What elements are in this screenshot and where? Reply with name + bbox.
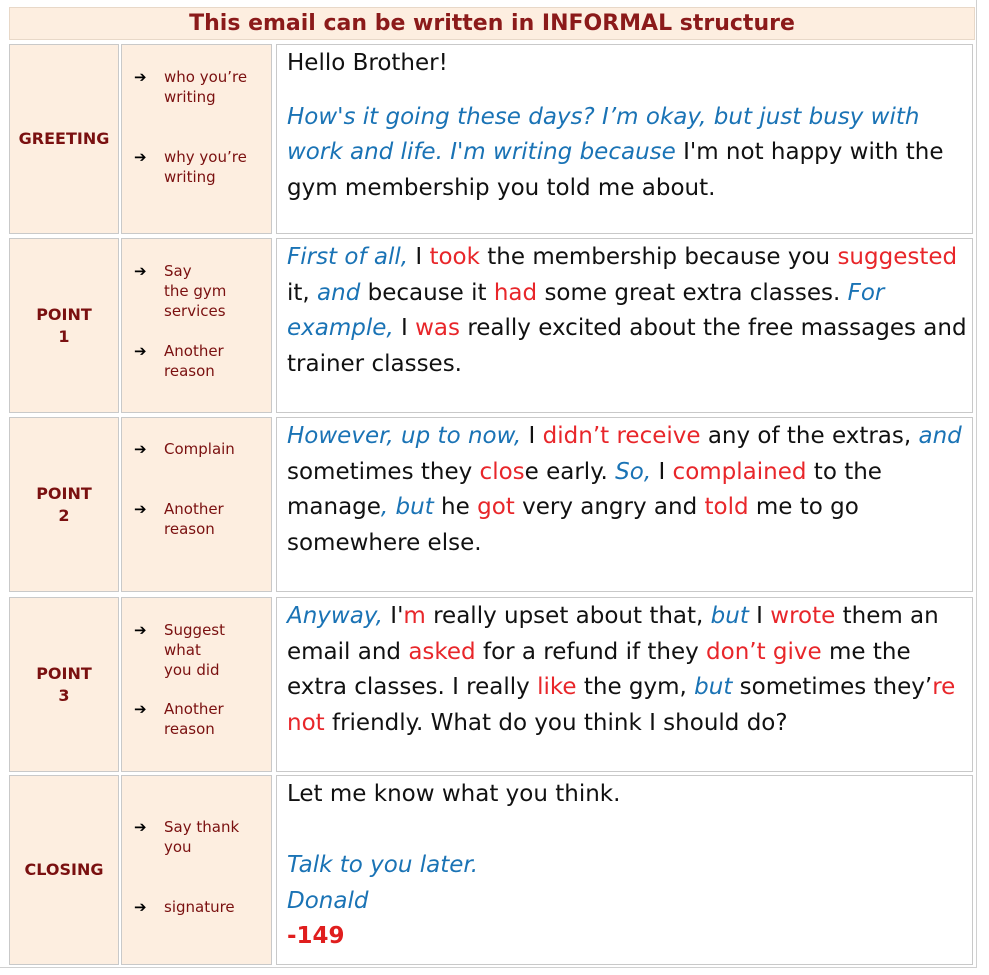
- guide-bullet: ➔ Another reason: [134, 700, 224, 738]
- arrow-right-icon: ➔: [134, 500, 147, 518]
- section-label-point-3: POINT 3: [9, 597, 119, 772]
- guide-cell-greeting: [121, 44, 272, 234]
- greeting-line: Hello Brother!: [287, 50, 448, 76]
- page-title: This email can be written in INFORMAL structure: [9, 7, 975, 40]
- guide-bullet: ➔ signature: [134, 898, 235, 916]
- page-number: -149: [287, 923, 345, 949]
- guide-cell-point-1: [121, 238, 272, 413]
- email-paragraph-greeting: [276, 44, 973, 234]
- arrow-right-icon: ➔: [134, 818, 147, 836]
- section-label-greeting: GREETING: [9, 44, 119, 234]
- frame-border-right: [976, 0, 977, 968]
- arrow-right-icon: ➔: [134, 262, 147, 280]
- arrow-right-icon: ➔: [134, 68, 147, 86]
- arrow-right-icon: ➔: [134, 342, 147, 360]
- arrow-right-icon: ➔: [134, 148, 147, 166]
- guide-bullet: ➔ Suggest what you did: [134, 621, 225, 679]
- email-paragraph-point-1: [276, 238, 973, 413]
- guide-bullet: ➔ who you’re writing: [134, 68, 248, 106]
- guide-cell-point-2: [121, 417, 272, 592]
- email-paragraph-point-2: [276, 417, 973, 592]
- section-label-point-1: POINT 1: [9, 238, 119, 413]
- guide-bullet: ➔ Say thank you: [134, 818, 240, 856]
- guide-cell-point-3: [121, 597, 272, 772]
- guide-bullet: ➔ Another reason: [134, 342, 224, 380]
- point-3-paragraph: Anyway, I'm really upset about that, but I wrote them an email and asked for a refund if they don’t give me the extra classes. I really like the gym, but sometimes they’re not friendly. What do you think I should do?: [287, 603, 956, 736]
- signature-name: Donald: [287, 887, 369, 914]
- email-paragraph-closing: [276, 775, 973, 965]
- email-paragraph-point-3: [276, 597, 973, 772]
- guide-bullet: ➔ Another reason: [134, 500, 224, 538]
- point-1-paragraph: First of all, I took the membership because you suggested it, and because it had some great extra classes. For example, I was really excited about the free massages and trainer classes.: [287, 244, 967, 377]
- closing-line: Let me know what you think.: [287, 781, 621, 807]
- guide-bullet: ➔ Complain: [134, 440, 235, 458]
- arrow-right-icon: ➔: [134, 440, 147, 458]
- guide-cell-closing: [121, 775, 272, 965]
- frame-border-bottom: [0, 967, 977, 968]
- arrow-right-icon: ➔: [134, 898, 147, 916]
- arrow-right-icon: ➔: [134, 621, 147, 639]
- arrow-right-icon: ➔: [134, 700, 147, 718]
- guide-bullet: ➔ Say the gym services: [134, 262, 227, 320]
- closing-phrase: Talk to you later.: [287, 852, 479, 878]
- section-label-closing: CLOSING: [9, 775, 119, 965]
- guide-bullet: ➔ why you’re writing: [134, 148, 247, 186]
- point-2-paragraph: However, up to now, I didn’t receive any of the extras, and sometimes they close early. So, I complained to the manage, but he got very angry and told me to go somewhere else.: [287, 423, 962, 556]
- greeting-paragraph: How's it going these days? I’m okay, but just busy with work and life. I'm writing because I'm not happy with the gym membership you told me about.: [287, 103, 944, 201]
- section-label-point-2: POINT 2: [9, 417, 119, 592]
